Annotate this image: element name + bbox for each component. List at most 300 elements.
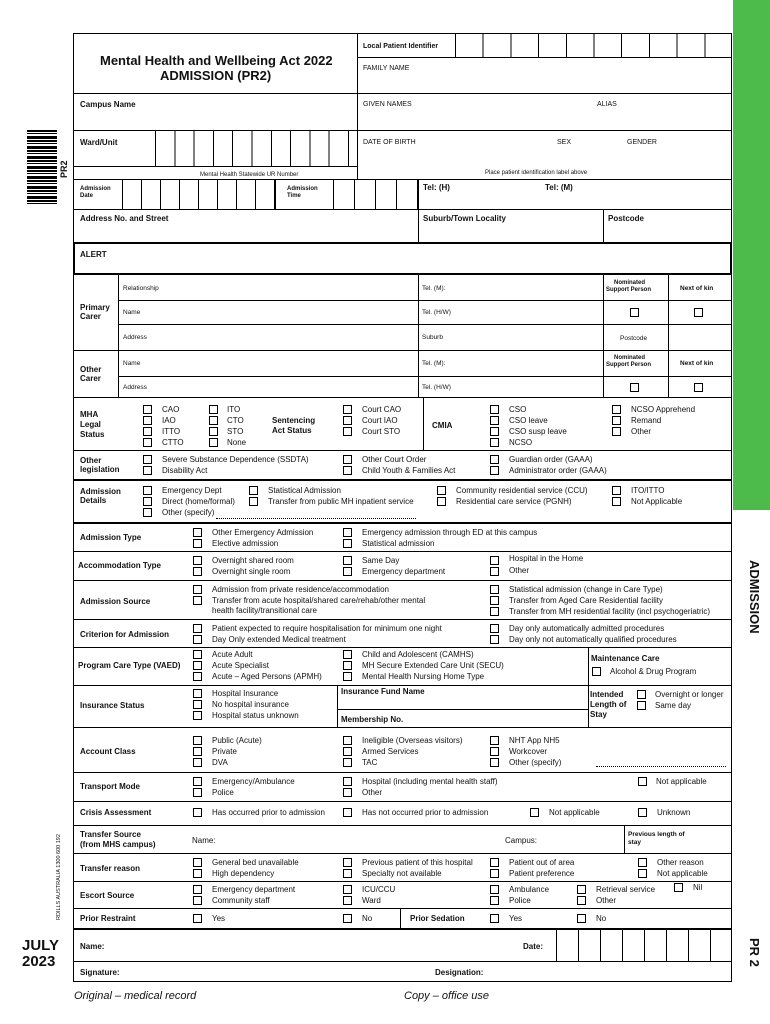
carer-name-label: Name	[123, 309, 141, 316]
remand: Remand	[631, 416, 662, 425]
label-note: Place patient identification label above	[485, 170, 588, 176]
secu: MH Secure Extended Care Unit (SECU)	[362, 661, 504, 670]
admission-date-cells[interactable]	[122, 179, 276, 209]
high-dependency-checkbox[interactable]	[193, 869, 202, 878]
crisis-unknown: Unknown	[657, 808, 691, 817]
escort-ambulance-checkbox[interactable]	[490, 885, 499, 894]
court-sto: Court STO	[362, 427, 401, 436]
ward-label: Ward/Unit	[80, 138, 118, 147]
mha-cto-checkbox[interactable]	[209, 416, 218, 425]
mha-none: None	[227, 438, 247, 447]
transport-other: Other	[362, 788, 383, 797]
mha-ctto-checkbox[interactable]	[143, 438, 152, 447]
transfer-acute-checkbox[interactable]	[193, 596, 202, 605]
accom-label: Accommodation Type	[78, 561, 161, 570]
min-one-night-checkbox[interactable]	[193, 624, 202, 633]
given-names-label: GIVEN NAMES	[363, 101, 412, 108]
administrator-order: Administrator order (GAAA)	[509, 466, 607, 475]
patient-preference: Patient preference	[509, 869, 575, 878]
transfer-source-label-2: (from MHS campus)	[80, 840, 156, 849]
other-carer-tel-hw-label: Tel. (H/W)	[422, 384, 451, 391]
other-specify-checkbox[interactable]	[143, 508, 152, 517]
specialty-na-checkbox[interactable]	[343, 869, 352, 878]
elective-checkbox[interactable]	[193, 539, 202, 548]
nsp2-label-2: Support Person	[606, 362, 652, 368]
reason-na-checkbox[interactable]	[638, 869, 647, 878]
admission-side-label: ADMISSION	[747, 560, 762, 634]
other-carer-label-1: Other	[80, 365, 102, 374]
guardian-order: Guardian order (GAAA)	[509, 455, 593, 464]
auto-admitted: Day only automatically admitted procedures	[509, 624, 665, 633]
ed-this-campus: Emergency admission through ED at this campus	[362, 528, 538, 537]
single-room-checkbox[interactable]	[193, 567, 202, 576]
other-carer-tel-m-label: Tel. (M):	[422, 360, 446, 367]
nht-checkbox[interactable]	[490, 736, 499, 745]
acute-specialist: Acute Specialist	[212, 661, 269, 670]
accom-other-checkbox[interactable]	[490, 567, 499, 576]
prior-restraint-label: Prior Restraint	[80, 914, 136, 923]
transfer-public-checkbox[interactable]	[249, 497, 258, 506]
suburb-label: Suburb/Town Locality	[423, 214, 506, 223]
escort-other-checkbox[interactable]	[577, 896, 586, 905]
court-sto-checkbox[interactable]	[343, 427, 352, 436]
bed-unavailable: General bed unavailable	[212, 858, 299, 867]
restraint-no: No	[362, 914, 373, 923]
mha-cao-checkbox[interactable]	[143, 405, 152, 414]
escort-nil: Nil	[693, 883, 703, 892]
camhs: Child and Adolescent (CAMHS)	[362, 650, 474, 659]
prior-sedation-label: Prior Sedation	[410, 914, 465, 923]
date-month: JULY	[22, 937, 59, 954]
ito-itto-checkbox[interactable]	[612, 486, 621, 495]
mha-label-2: Legal	[80, 420, 101, 429]
specialty-na: Specialty not available	[362, 869, 442, 878]
transfer-campus-label: Campus:	[505, 836, 538, 845]
hospital-insurance: Hospital Insurance	[212, 689, 279, 698]
remand-checkbox[interactable]	[612, 416, 621, 425]
mha-ito: ITO	[227, 405, 241, 414]
hospital-insurance-checkbox[interactable]	[193, 689, 202, 698]
transport-police-checkbox[interactable]	[193, 788, 202, 797]
acute-specialist-checkbox[interactable]	[193, 661, 202, 670]
transport-na: Not applicable	[656, 777, 707, 786]
preference-checkbox[interactable]	[490, 869, 499, 878]
tel-h-label: Tel: (H)	[423, 183, 450, 192]
signature-label: Signature:	[80, 968, 120, 977]
ineligible: Ineligible (Overseas visitors)	[362, 736, 463, 745]
transfer-public: Transfer from public MH inpatient service	[268, 497, 414, 506]
signoff-date-cells[interactable]	[556, 929, 732, 961]
insurance-label: Insurance Status	[80, 701, 145, 710]
escort-ambulance: Ambulance	[509, 885, 550, 894]
adm-type-label: Admission Type	[80, 533, 142, 542]
accom-other: Other	[509, 566, 530, 575]
other-emergency-admission: Other Emergency Admission	[212, 528, 314, 537]
mh-residential-checkbox[interactable]	[490, 607, 499, 616]
other-reason-checkbox[interactable]	[638, 858, 647, 867]
crisis-not-occurred-checkbox[interactable]	[343, 808, 352, 817]
other-court-order: Other Court Order	[362, 455, 427, 464]
primary-nsp-checkbox[interactable]	[630, 308, 639, 317]
account-other-checkbox[interactable]	[490, 758, 499, 767]
other-emergency-checkbox[interactable]	[193, 528, 202, 537]
ncso-apprehend-checkbox[interactable]	[612, 405, 621, 414]
mha-itto-checkbox[interactable]	[143, 427, 152, 436]
administrator-order-checkbox[interactable]	[490, 466, 499, 475]
footer-original: Original – medical record	[74, 990, 197, 1002]
primary-nok-checkbox[interactable]	[694, 308, 703, 317]
emergency-ambulance: Emergency/Ambulance	[212, 777, 295, 786]
previous-patient: Previous patient of this hospital	[362, 858, 473, 867]
alias-label: ALIAS	[597, 101, 617, 108]
community-staff-checkbox[interactable]	[193, 896, 202, 905]
alert-label: ALERT	[80, 250, 107, 259]
carer-tel-m-label: Tel. (M):	[422, 285, 446, 292]
criterion-label: Criterion for Admission	[80, 630, 170, 639]
transfer-acute: Transfer from acute hospital/shared care/rehab/other mental	[212, 596, 426, 605]
crisis-not-occurred: Has not occurred prior to admission	[362, 808, 489, 817]
los-label-1: Intended	[590, 690, 624, 699]
overnight: Overnight or longer	[655, 690, 724, 699]
armed-services-checkbox[interactable]	[343, 747, 352, 756]
elective-admission: Elective admission	[212, 539, 279, 548]
emergency-dept: Emergency Dept	[162, 486, 222, 495]
sentencing-label-2: Act Status	[272, 426, 312, 435]
public-acute: Public (Acute)	[212, 736, 262, 745]
crisis-label: Crisis Assessment	[80, 808, 152, 817]
crisis-occurred: Has occurred prior to admission	[212, 808, 325, 817]
pr2-side-label: PR 2	[747, 938, 762, 967]
transport-police: Police	[212, 788, 234, 797]
membership-label: Membership No.	[341, 715, 404, 724]
adm-details-label-1: Admission	[80, 487, 121, 496]
private-checkbox[interactable]	[193, 747, 202, 756]
relationship-label: Relationship	[123, 285, 159, 292]
mha-label-3: Status	[80, 430, 105, 439]
mha-other: Other	[631, 427, 652, 436]
acute-aged: Acute – Aged Persons (APMH)	[212, 672, 322, 681]
cso-susp-leave: CSO susp leave	[509, 427, 567, 436]
ncso-apprehend: NCSO Apprehend	[631, 405, 696, 414]
disability-act: Disability Act	[162, 466, 208, 475]
emergency-department-checkbox[interactable]	[343, 567, 352, 576]
mha-cto: CTO	[227, 416, 244, 425]
same-day-checkbox[interactable]	[343, 556, 352, 565]
cso-susp-checkbox[interactable]	[490, 427, 499, 436]
sedation-no-checkbox[interactable]	[577, 914, 586, 923]
transport-other-checkbox[interactable]	[343, 788, 352, 797]
cso-leave: CSO leave	[509, 416, 548, 425]
sedation-yes: Yes	[509, 914, 523, 923]
dva: DVA	[212, 758, 228, 767]
ineligible-checkbox[interactable]	[343, 736, 352, 745]
no-insurance: No hospital insurance	[212, 700, 289, 709]
nht: NHT App NH5	[509, 736, 560, 745]
los-label-3: Stay	[590, 710, 607, 719]
program-label: Program Care Type (VAED)	[78, 661, 181, 670]
crisis-na-checkbox[interactable]	[530, 808, 539, 817]
tel-m-label: Tel: (M)	[545, 183, 573, 192]
other-specify: Other (specify)	[162, 508, 215, 517]
transfer-source-label-1: Transfer Source	[80, 830, 141, 839]
other-carer-label-2: Carer	[80, 374, 101, 383]
ito-itto: ITO/ITTO	[631, 486, 665, 495]
retrieval-checkbox[interactable]	[577, 885, 586, 894]
carer-address-label: Address	[123, 334, 147, 341]
escort-other: Other	[596, 896, 617, 905]
local-patient-id-label: Local Patient Identifier	[363, 43, 439, 50]
acute-aged-checkbox[interactable]	[193, 672, 202, 681]
prev-los-label-1: Previous length of	[628, 831, 685, 838]
no-insurance-checkbox[interactable]	[193, 700, 202, 709]
mha-iao-checkbox[interactable]	[143, 416, 152, 425]
printer-label: RDILLS AUSTRALIA 1300 600 192	[56, 834, 62, 920]
dob-label: DATE OF BIRTH	[363, 139, 416, 146]
other-carer-address-label: Address	[123, 384, 147, 391]
footer-copy: Copy – office use	[404, 990, 489, 1002]
public-checkbox[interactable]	[193, 736, 202, 745]
workcover-checkbox[interactable]	[490, 747, 499, 756]
shared-room-checkbox[interactable]	[193, 556, 202, 565]
acute-adult-checkbox[interactable]	[193, 650, 202, 659]
private-residence-checkbox[interactable]	[193, 585, 202, 594]
not-applicable-checkbox[interactable]	[612, 497, 621, 506]
crisis-occurred-checkbox[interactable]	[193, 808, 202, 817]
other-carer-name-label: Name	[123, 360, 141, 367]
transfer-acute-cont: health facility/transitional care	[212, 606, 317, 615]
admission-time-label-1: Admission	[287, 186, 318, 192]
other-nok-checkbox[interactable]	[694, 383, 703, 392]
secu-checkbox[interactable]	[343, 661, 352, 670]
nil-checkbox[interactable]	[674, 883, 683, 892]
alcohol-drug: Alcohol & Drug Program	[610, 667, 697, 676]
admission-date-label-2: Date	[80, 193, 94, 199]
not-auto-qualified-checkbox[interactable]	[490, 635, 499, 644]
other-court-order-checkbox[interactable]	[343, 455, 352, 464]
acute-adult: Acute Adult	[212, 650, 253, 659]
same-day: Same Day	[362, 556, 400, 565]
other-reason: Other reason	[657, 858, 704, 867]
direct-checkbox[interactable]	[143, 497, 152, 506]
nok-label: Next of kin	[680, 285, 714, 292]
carer-tel-hw-label: Tel. (H/W)	[422, 309, 451, 316]
account-label: Account Class	[80, 747, 136, 756]
pgnh-checkbox[interactable]	[437, 497, 446, 506]
cso-checkbox[interactable]	[490, 405, 499, 414]
mha-label-1: MHA	[80, 410, 99, 419]
cso: CSO	[509, 405, 527, 414]
gender-label: GENDER	[627, 139, 657, 146]
local-patient-id-cells[interactable]	[455, 33, 732, 57]
carer-suburb-label: Suburb	[422, 334, 443, 341]
sentencing-label-1: Sentencing	[272, 416, 316, 425]
transfer-name-label: Name:	[192, 836, 216, 845]
admission-time-label-2: Time	[287, 193, 301, 199]
icu-ccu: ICU/CCU	[362, 885, 396, 894]
status-unknown: Hospital status unknown	[212, 711, 299, 720]
signoff-date-label: Date:	[523, 942, 544, 951]
direct-home: Direct (home/formal)	[162, 497, 235, 506]
date-year: 2023	[22, 953, 56, 970]
address-label: Address No. and Street	[80, 214, 169, 223]
status-unknown-checkbox[interactable]	[193, 711, 202, 720]
bed-unavailable-checkbox[interactable]	[193, 858, 202, 867]
not-auto-qualified: Day only not automatically qualified procedures	[509, 635, 677, 644]
court-iao: Court IAO	[362, 416, 398, 425]
restraint-no-checkbox[interactable]	[343, 914, 352, 923]
dva-checkbox[interactable]	[193, 758, 202, 767]
fund-name-label: Insurance Fund Name	[341, 687, 425, 696]
ed-this-campus-checkbox[interactable]	[343, 528, 352, 537]
other-leg-label-2: legislation	[80, 465, 120, 474]
los-same-day-checkbox[interactable]	[637, 701, 646, 710]
adm-source-label: Admission Source	[80, 597, 151, 606]
cso-leave-checkbox[interactable]	[490, 416, 499, 425]
hospital-staff-checkbox[interactable]	[343, 777, 352, 786]
mha-sto-checkbox[interactable]	[209, 427, 218, 436]
signoff-name-label: Name:	[80, 942, 105, 951]
restraint-yes: Yes	[212, 914, 226, 923]
mha-ctto: CTTO	[162, 438, 184, 447]
reason-na: Not applicable	[657, 869, 708, 878]
other-nsp-checkbox[interactable]	[630, 383, 639, 392]
out-of-area-checkbox[interactable]	[490, 858, 499, 867]
workcover: Workcover	[509, 747, 548, 756]
adm-details-label-2: Details	[80, 496, 107, 505]
statistical: Statistical admission	[362, 539, 435, 548]
alert-box[interactable]	[73, 242, 732, 275]
court-iao-checkbox[interactable]	[343, 416, 352, 425]
ncso-checkbox[interactable]	[490, 438, 499, 447]
guardian-order-checkbox[interactable]	[490, 455, 499, 464]
transfer-reason-label: Transfer reason	[80, 864, 141, 873]
day-only-extended: Day Only extended Medical treatment	[212, 635, 346, 644]
auto-admitted-checkbox[interactable]	[490, 624, 499, 633]
restraint-yes-checkbox[interactable]	[193, 914, 202, 923]
emergency-dept-checkbox[interactable]	[143, 486, 152, 495]
mha-sto: STO	[227, 427, 244, 436]
postcode-label: Postcode	[608, 214, 645, 223]
nursing-home-checkbox[interactable]	[343, 672, 352, 681]
ur-number-cells[interactable]	[155, 130, 349, 166]
primary-carer-label-2: Carer	[80, 312, 101, 321]
aged-care-checkbox[interactable]	[490, 596, 499, 605]
family-name-label: FAMILY NAME	[363, 65, 410, 72]
escort-police: Police	[509, 896, 531, 905]
high-dependency: High dependency	[212, 869, 275, 878]
hith-checkbox[interactable]	[490, 556, 499, 565]
aged-care: Transfer from Aged Care Residential facility	[509, 596, 663, 605]
ssdta-checkbox[interactable]	[143, 455, 152, 464]
ambulance-checkbox[interactable]	[193, 777, 202, 786]
mha-iao: IAO	[162, 416, 176, 425]
cmia-label: CMIA	[432, 421, 453, 430]
stat-change: Statistical admission (change in Care Type)	[509, 585, 663, 594]
admission-time-cells[interactable]	[333, 179, 419, 209]
child-youth-families: Child Youth & Families Act	[362, 466, 456, 475]
account-other: Other (specify)	[509, 758, 562, 767]
form-subtitle: ADMISSION (PR2)	[160, 68, 272, 83]
mha-itto: ITTO	[162, 427, 181, 436]
sedation-yes-checkbox[interactable]	[490, 914, 499, 923]
crisis-na: Not applicable	[549, 808, 600, 817]
retrieval-service: Retrieval service	[596, 885, 656, 894]
single-room: Overnight single room	[212, 567, 291, 576]
escort-police-checkbox[interactable]	[490, 896, 499, 905]
shared-room: Overnight shared room	[212, 556, 294, 565]
crisis-unknown-checkbox[interactable]	[638, 808, 647, 817]
court-cao: Court CAO	[362, 405, 402, 414]
overnight-checkbox[interactable]	[637, 690, 646, 699]
escort-ed-checkbox[interactable]	[193, 885, 202, 894]
mha-cao: CAO	[162, 405, 180, 414]
previous-patient-checkbox[interactable]	[343, 858, 352, 867]
private: Private	[212, 747, 237, 756]
nsp-label-1: Nominated	[614, 280, 646, 286]
icu-checkbox[interactable]	[343, 885, 352, 894]
alcohol-drug-checkbox[interactable]	[592, 667, 601, 676]
carer-postcode-label: Postcode	[620, 335, 648, 342]
mh-residential: Transfer from MH residential facility (incl psychogeriatric)	[509, 607, 711, 616]
stat-change-checkbox[interactable]	[490, 585, 499, 594]
child-youth-checkbox[interactable]	[343, 466, 352, 475]
campus-label: Campus Name	[80, 100, 136, 109]
los-same-day: Same day	[655, 701, 692, 710]
tac-checkbox[interactable]	[343, 758, 352, 767]
escort-label: Escort Source	[80, 891, 135, 900]
mha-none-checkbox[interactable]	[209, 438, 218, 447]
primary-carer-label-1: Primary	[80, 303, 110, 312]
barcode	[27, 130, 57, 206]
nursing-home: Mental Health Nursing Home Type	[362, 672, 485, 681]
mha-other-checkbox[interactable]	[612, 427, 621, 436]
min-one-night: Patient expected to require hospitalisation for minimum one night	[212, 624, 442, 633]
form-title: Mental Health and Wellbeing Act 2022	[100, 53, 333, 68]
armed-services: Armed Services	[362, 747, 419, 756]
escort-ed: Emergency department	[212, 885, 296, 894]
ccu-checkbox[interactable]	[437, 486, 446, 495]
court-cao-checkbox[interactable]	[343, 405, 352, 414]
nok2-label: Next of kin	[680, 360, 714, 367]
disability-act-checkbox[interactable]	[143, 466, 152, 475]
day-only-extended-checkbox[interactable]	[193, 635, 202, 644]
admission-tab-strip	[733, 0, 770, 510]
statistical-admission-checkbox[interactable]	[249, 486, 258, 495]
ssdta: Severe Substance Dependence (SSDTA)	[162, 455, 309, 464]
ward-checkbox[interactable]	[343, 896, 352, 905]
statistical-checkbox[interactable]	[343, 539, 352, 548]
nsp2-label-1: Nominated	[614, 355, 646, 361]
prev-los-label-2: stay	[628, 839, 642, 846]
maintenance-care-label: Maintenance Care	[591, 654, 660, 663]
ncso: NCSO	[509, 438, 533, 447]
tac: TAC	[362, 758, 378, 767]
pgnh: Residential care service (PGNH)	[456, 497, 572, 506]
transport-na-checkbox[interactable]	[638, 777, 647, 786]
sedation-no: No	[596, 914, 607, 923]
ur-number-label: Mental Health Statewide UR Number	[200, 172, 299, 178]
transport-label: Transport Mode	[80, 782, 141, 791]
camhs-checkbox[interactable]	[343, 650, 352, 659]
ccu: Community residential service (CCU)	[456, 486, 588, 495]
admission-date-label-1: Admission	[80, 186, 111, 192]
los-label-2: Length of	[590, 700, 627, 709]
private-residence: Admission from private residence/accommodation	[212, 585, 389, 594]
mha-ito-checkbox[interactable]	[209, 405, 218, 414]
designation-label: Designation:	[435, 968, 484, 977]
sex-label: SEX	[557, 139, 572, 146]
barcode-code: PR2	[59, 160, 69, 178]
